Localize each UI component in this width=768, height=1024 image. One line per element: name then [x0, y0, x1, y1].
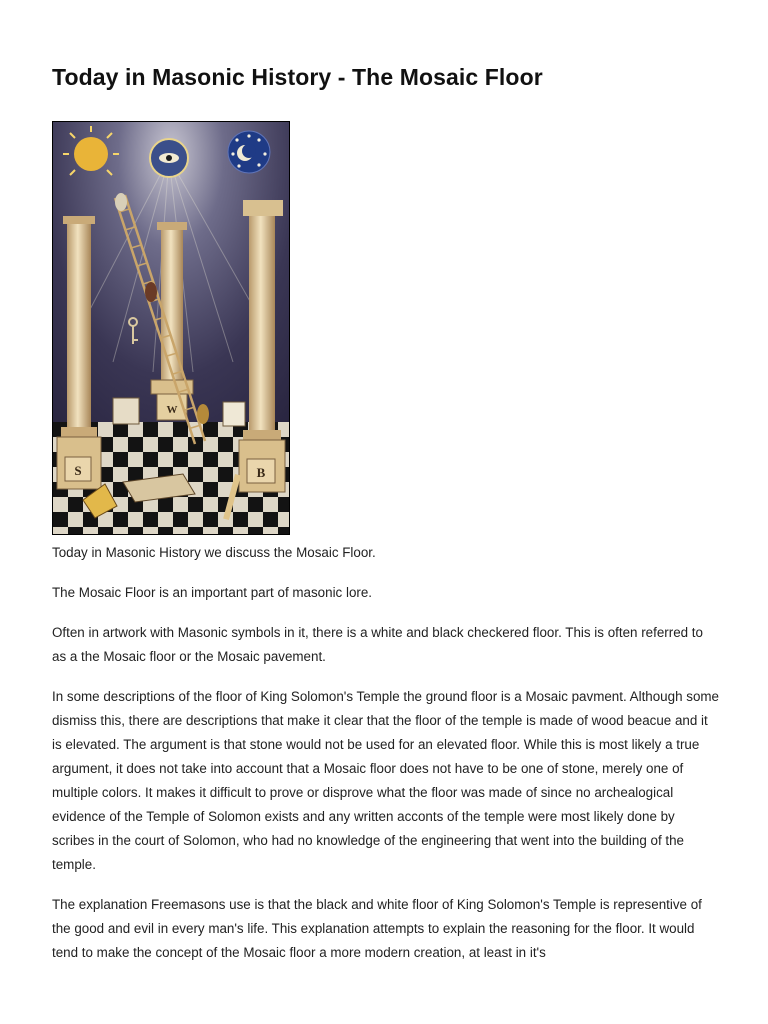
paragraph-explanation: The explanation Freemasons use is that the black and white floor of King Solomon's Temple is representive of the good and evil in every man's life. This explanation attempts to explain the reasoning for the floor. It would tend to make the concept of the Mosaic floor a more modern creation, at least in it's [52, 897, 702, 960]
altar-letter: W [166, 404, 178, 416]
paragraph-intro: Today in Masonic History we discuss the Mosaic Floor. [52, 545, 376, 560]
moon-and-stars-icon [228, 131, 270, 173]
page-title: Today in Masonic History - The Mosaic Floor [52, 64, 543, 90]
paragraph-descriptions: In some descriptions of the floor of King Solomon's Temple the ground floor is a Mosaic pavment. Although some dismiss this, there are descriptions that make it clear that the floor of the temple is made of wood beacue and it is elevated. The argument is that stone would not be used for an elevated floor. While this is most likely a true argument, it does not take into account that a Mosaic floor does not have to be one of stone, merely one of multiple colors. It makes it difficult to prove or disprove what the floor was made of since no archealogical evidence of the Temple of Solomon exists and any written acconts of the temple were most likely done by scribes in the court of Solomon, who had no knowledge of the engineering that went into the building of the temple. [52, 689, 719, 872]
mosaic-floor-illustration [52, 121, 290, 535]
left-pillar-letter: S [74, 463, 82, 478]
article-body [52, 541, 720, 981]
paragraph-lore: The Mosaic Floor is an important part of masonic lore. [52, 585, 373, 600]
paragraph-artwork: Often in artwork with Masonic symbols in it, there is a white and black checkered floor. This is often referred to as a the Mosaic floor or the Mosaic pavement. [52, 625, 703, 664]
all-seeing-eye-icon [150, 139, 188, 177]
right-pillar-letter: B [256, 465, 266, 480]
